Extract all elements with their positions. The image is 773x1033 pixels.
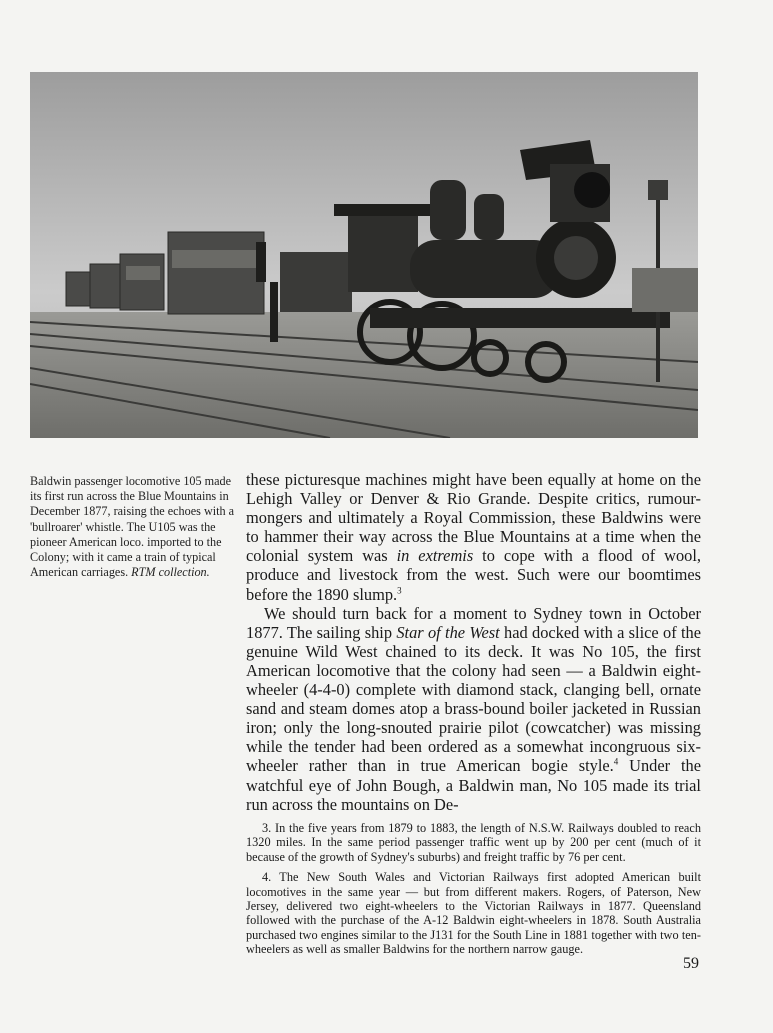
locomotive-illustration [30,72,698,438]
photo-caption [30,474,238,580]
page-number: 59 [683,955,699,972]
footnote-4: 4. The New South Wales and Victorian Railways first adopted American built locomotives in the same year — but from different makers. Rogers, of Paterson, New Jersey, delivered two eight-wheelers to the Victorian Railways in 1877. Queensland followed with the purchase of the A-12 Baldwin eight-wheelers in 1878. South Australia purchased two engines similar to the J131 for the South Line in 1881 together with two ten-wheelers as well as smaller Baldwins for the northern narrow gauge. [246,870,701,957]
caption-credit: RTM collection. [131,565,210,580]
p1-text-b: to cope with a flood of wool, produce and livestock from the west. Such were our boomtimes before the 1890 slump. [246,546,701,604]
footnotes [246,821,701,963]
p2-text-b: had docked with a slice of the genuine Wild West chained to its deck. It was No 105, the first American locomotive that the colony had seen — a Baldwin eight-wheeler (4-4-0) complete with diamond stack, clanging bell, ornate sand and steam domes atop a brass-bound boiler jacketed in Russian iron; only the long-snouted prairie pilot (cowcatcher) was missing while the tender had been ordered as a somewhat incongruous six-wheeler rather than in true American bogie style. [246,622,702,776]
footnote-ref-4: 4 [613,756,619,767]
footnote-3: 3. In the five years from 1879 to 1883, the length of N.S.W. Railways doubled to reach 1320 miles. In the same period passenger traffic went up by 200 per cent (much of it because of the growth of Sydney's suburbs) and freight traffic by 76 per cent. [246,821,701,864]
paragraph-2 [246,604,701,814]
p2-italic: Star of the West [396,622,500,642]
p2-text-a: We should turn back for a moment to Sydney town in October 1877. The sailing ship [246,603,701,642]
p1-italic: in extremis [396,546,474,566]
p2-text-c: Under the watchful eye of John Bough, a Baldwin man, No 105 made its trial run across the mountains on De- [246,756,701,814]
footnote-ref-3: 3 [397,585,402,596]
caption-text: Baldwin passenger locomotive 105 made its first run across the Blue Mountains in December 1877, raising the echoes with a 'bullroarer' whistle. The U105 was the pioneer American loco. imported to the Colony; with it came a train of typical American carriages. [30,474,235,580]
body-text [246,470,701,814]
p1-text-a: these picturesque machines might have been equally at home on the Lehigh Valley or Denver & Rio Grande. Despite critics, rumour-mongers and ultimately a Royal Commission, these Baldwins were to hammer their way across the Blue Mountains at a time when the colonial system was [246,470,701,566]
paragraph-1 [246,470,701,604]
locomotive-photo [30,72,698,438]
